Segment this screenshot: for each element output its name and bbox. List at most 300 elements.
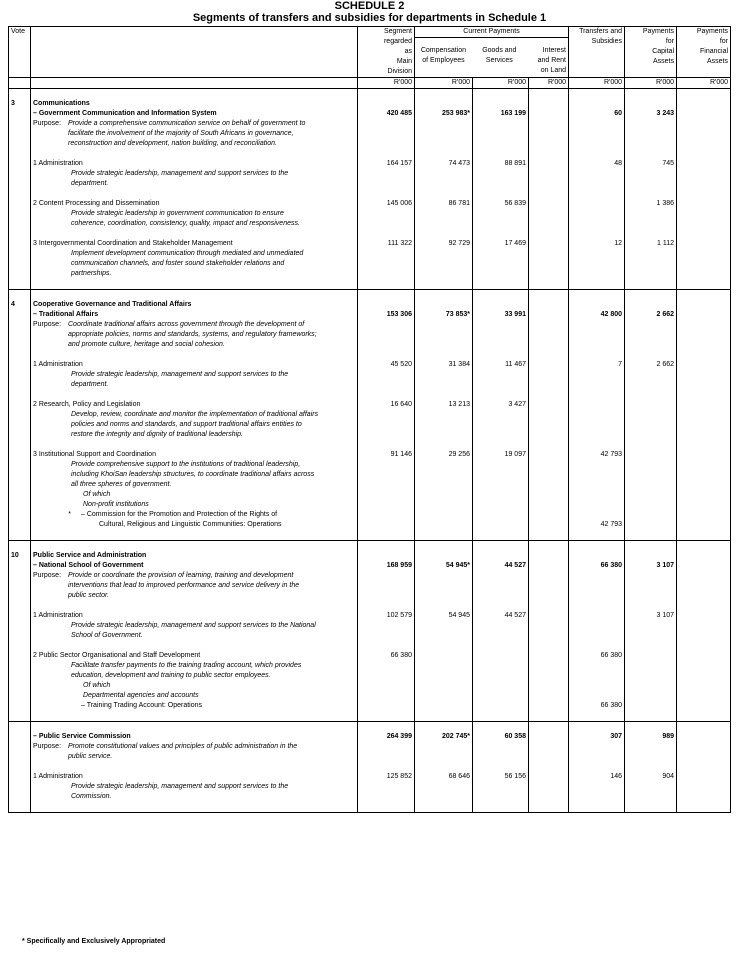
total-comp: 54 945* [415, 551, 473, 601]
spacer-cell [677, 350, 731, 360]
spacer-cell [415, 762, 473, 772]
section-subtitle: – Government Communication and Information System [33, 110, 217, 117]
spacer-cell [358, 440, 415, 450]
item-goods: 44 527 [473, 611, 529, 641]
spacer-cell [473, 440, 529, 450]
spacer-cell [625, 601, 677, 611]
of-which-label: Of which [83, 491, 111, 498]
programme-desc-line: policies and norms and standards, and support traditional affairs entities to [71, 421, 302, 428]
purpose [33, 742, 355, 762]
programme-desc-line: all three spheres of government. [71, 481, 172, 488]
spacer-cell [9, 722, 31, 733]
programme-desc-line: Develop, review, coordinate and monitor the implementation of traditional affairs [71, 411, 319, 418]
spacer-cell [358, 290, 415, 301]
unit-label: R'000 [473, 78, 529, 89]
item-interest [529, 199, 569, 229]
spacer-cell [625, 229, 677, 239]
spacer-cell [358, 601, 415, 611]
programme-desc-line: Provide strategic leadership, management and support services to the [71, 371, 289, 378]
spacer-cell [473, 390, 529, 400]
item-interest [529, 239, 569, 279]
spacer-row [9, 89, 731, 100]
appropriation-star: * [68, 511, 71, 518]
item-transfers [569, 611, 625, 641]
section-description [31, 99, 358, 149]
item-capital [625, 450, 677, 530]
spacer-cell [677, 149, 731, 159]
schedule-body [9, 27, 731, 813]
programme-desc-line: department. [71, 381, 109, 388]
col-transfers [569, 27, 625, 78]
total-segment: 420 485 [358, 99, 415, 149]
spacer-cell [677, 711, 731, 722]
spacer-cell [529, 149, 569, 159]
total-financial [677, 732, 731, 762]
spacer-cell [677, 89, 731, 100]
spacer-cell [569, 641, 625, 651]
spacer-cell [569, 541, 625, 552]
spacer-cell [31, 189, 358, 199]
spacer-cell [529, 350, 569, 360]
item-goods: 3 427 [473, 400, 529, 440]
programme-desc-line: Provide strategic leadership, management and support services to the National [71, 622, 316, 629]
spacer-cell [415, 229, 473, 239]
item-transfers [569, 450, 625, 530]
spacer-cell [358, 89, 415, 100]
purpose-text [68, 119, 305, 149]
item-financial [677, 611, 731, 641]
programme-desc-line: Provide strategic leadership, management and support services to the [71, 783, 289, 790]
header-line: Subsidies [591, 38, 623, 45]
spacer-cell [415, 279, 473, 290]
item-interest [529, 360, 569, 390]
spacer-cell [31, 89, 358, 100]
programme-desc-line: Implement development communication through mediated and unmediated [71, 250, 304, 257]
spacer-cell [625, 722, 677, 733]
header-line: of Employees [422, 57, 465, 64]
section-description [31, 551, 358, 601]
spacer-cell [473, 541, 529, 552]
programme-desc-line: department. [71, 180, 109, 187]
spacer-cell [9, 89, 31, 100]
header-line: Assets [653, 58, 675, 65]
programme-desc-line: including KhoiSan leadership structures, to coordinate traditional affairs across [71, 471, 315, 478]
total-segment: 264 399 [358, 732, 415, 762]
spacer-cell [677, 601, 731, 611]
spacer-cell [9, 530, 31, 541]
header-line: and Rent [537, 57, 567, 64]
spacer-cell [677, 802, 731, 813]
spacer-cell [625, 89, 677, 100]
purpose-line: Coordinate traditional affairs across government through the development of [68, 321, 305, 328]
purpose-label: Purpose: [33, 321, 62, 328]
purpose-label: Purpose: [33, 572, 62, 579]
spacer-cell [31, 601, 358, 611]
header-line: on Land [540, 67, 567, 74]
section-row [9, 300, 731, 350]
header-line: Assets [707, 58, 729, 65]
programme-description [31, 199, 358, 229]
item-comp: 74 473 [415, 159, 473, 189]
spacer-cell [529, 601, 569, 611]
item-comp: 31 384 [415, 360, 473, 390]
purpose [33, 571, 355, 601]
spacer-cell [473, 530, 529, 541]
spacer-cell [625, 711, 677, 722]
header-line: Capital [652, 48, 675, 55]
spacer-cell [529, 762, 569, 772]
programme-desc-line: partnerships. [71, 270, 112, 277]
total-financial [677, 551, 731, 601]
spacer-cell [473, 149, 529, 159]
spacer-cell [569, 390, 625, 400]
total-goods: 60 358 [473, 732, 529, 762]
programme-desc-line: Provide strategic leadership in government communication to ensure [71, 210, 284, 217]
spacer-cell [625, 641, 677, 651]
total-financial [677, 300, 731, 350]
programme-row [9, 159, 731, 189]
vote-number: 4 [9, 300, 31, 350]
spacer-cell [473, 290, 529, 301]
purpose-text [68, 742, 297, 762]
spacer-cell [31, 350, 358, 360]
spacer-cell [569, 530, 625, 541]
spacer-cell [529, 89, 569, 100]
header-line: Main [396, 58, 412, 65]
spacer-row [9, 641, 731, 651]
spacer-row [9, 350, 731, 360]
col-capital [625, 27, 677, 78]
spacer-cell [473, 279, 529, 290]
total-transfers: 307 [569, 732, 625, 762]
purpose-label: Purpose: [33, 120, 62, 127]
spacer-cell [677, 530, 731, 541]
spacer-cell [529, 279, 569, 290]
header-line: Segment [383, 28, 412, 35]
programme-name: 1 Administration [33, 361, 83, 368]
programme-description [31, 400, 358, 440]
entity-transfers-value: 66 380 [600, 702, 623, 709]
spacer-cell [9, 601, 31, 611]
header-line: for [665, 38, 675, 45]
section-row [9, 732, 731, 762]
spacer-cell [677, 722, 731, 733]
spacer-cell [9, 189, 31, 199]
item-goods: 19 097 [473, 450, 529, 530]
spacer-cell [569, 440, 625, 450]
header-line: Compensation [420, 47, 466, 54]
programme-name: 2 Public Sector Organisational and Staff Development [33, 652, 201, 659]
spacer-cell [473, 711, 529, 722]
entity-line [33, 701, 355, 711]
item-segment: 125 852 [358, 772, 415, 802]
item-transfers [569, 239, 625, 279]
item-interest [529, 450, 569, 530]
purpose [33, 320, 355, 350]
header-line: for [719, 38, 729, 45]
spacer-row [9, 722, 731, 733]
spacer-cell [569, 279, 625, 290]
spacer-cell [358, 189, 415, 199]
programme-row [9, 772, 731, 802]
purpose-label: Purpose: [33, 743, 62, 750]
schedule-subtitle: Segments of transfers and subsidies for departments in Schedule 1 [192, 12, 547, 24]
spacer-cell [358, 711, 415, 722]
total-goods: 44 527 [473, 551, 529, 601]
spacer-cell [415, 601, 473, 611]
spacer-cell [529, 390, 569, 400]
programme-description [31, 239, 358, 279]
item-segment: 45 520 [358, 360, 415, 390]
item-transfers [569, 159, 625, 189]
spacer-cell [473, 229, 529, 239]
spacer-row [9, 440, 731, 450]
spacer-cell [473, 89, 529, 100]
purpose-line: Provide a comprehensive communication service on behalf of government to [68, 120, 306, 127]
spacer-cell [529, 711, 569, 722]
item-segment: 66 380 [358, 651, 415, 711]
units-row [9, 78, 731, 89]
item-financial [677, 159, 731, 189]
programme-desc-line: coherence, coordination, consistency, quality, impact and responsiveness. [71, 220, 300, 227]
total-interest [529, 300, 569, 350]
entity-text: – Commission for the Promotion and Protection of the Rights of [81, 511, 278, 518]
purpose-line: reconstruction and development, nation building, and reconciliation. [68, 140, 277, 147]
spacer-row [9, 762, 731, 772]
total-capital: 3 107 [625, 551, 677, 601]
section-row [9, 99, 731, 149]
spacer-cell [529, 802, 569, 813]
programme-desc-line: restore the integrity and dignity of traditional leadership. [71, 431, 243, 438]
item-segment: 16 640 [358, 400, 415, 440]
header-row [9, 27, 731, 78]
spacer-cell [625, 350, 677, 360]
programme-row [9, 611, 731, 641]
spacer-cell [569, 229, 625, 239]
spacer-cell [569, 711, 625, 722]
spacer-cell [358, 350, 415, 360]
item-comp: 13 213 [415, 400, 473, 440]
spacer-cell [677, 290, 731, 301]
unit-label: R'000 [529, 78, 569, 89]
spacer-cell [415, 189, 473, 199]
unit-label: R'000 [415, 78, 473, 89]
purpose-line: public sector. [68, 592, 109, 599]
spacer-cell [529, 440, 569, 450]
spacer-cell [415, 290, 473, 301]
programme-name: 2 Research, Policy and Legislation [33, 401, 141, 408]
header-line: Financial [700, 48, 729, 55]
total-comp: 202 745* [415, 732, 473, 762]
appropriation-star [33, 701, 81, 711]
spacer-cell [358, 722, 415, 733]
entity-line [33, 510, 355, 520]
vote-cell [9, 239, 31, 279]
spacer-cell [31, 390, 358, 400]
vote-cell [9, 450, 31, 530]
item-interest [529, 159, 569, 189]
section-end-row [9, 802, 731, 813]
spacer-cell [677, 279, 731, 290]
section-title: Public Service and Administration [33, 552, 147, 559]
item-comp: 92 729 [415, 239, 473, 279]
spacer-cell [473, 189, 529, 199]
vote-cell [9, 199, 31, 229]
entity-transfers-value: 42 793 [600, 521, 623, 528]
item-capital [625, 400, 677, 440]
of-which-label: Of which [83, 682, 111, 689]
section-end-row [9, 711, 731, 722]
item-segment: 145 006 [358, 199, 415, 229]
header-line: Interest [542, 47, 567, 54]
spacer-cell [569, 722, 625, 733]
total-interest [529, 732, 569, 762]
unit-label: R'000 [569, 78, 625, 89]
header-line: Division [387, 68, 412, 75]
spacer-cell [358, 541, 415, 552]
total-capital: 989 [625, 732, 677, 762]
spacer-cell [9, 350, 31, 360]
programme-description [31, 611, 358, 641]
spacer-cell [473, 641, 529, 651]
item-financial [677, 199, 731, 229]
spacer-cell [415, 350, 473, 360]
spacer-cell [677, 762, 731, 772]
total-comp: 73 853* [415, 300, 473, 350]
spacer-cell [625, 762, 677, 772]
spacer-cell [358, 802, 415, 813]
purpose-line: facilitate the involvement of the majority of South Africans in governance, [68, 130, 294, 137]
spacer-cell [473, 601, 529, 611]
spacer-cell [625, 279, 677, 290]
section-subtitle: – Public Service Commission [33, 733, 131, 740]
item-goods [473, 651, 529, 711]
item-transfers-value: 42 793 [600, 451, 623, 458]
programme-desc-line: communication channels, and foster sound stakeholder relations and [71, 260, 285, 267]
vote-cell [9, 159, 31, 189]
total-interest [529, 99, 569, 149]
spacer-cell [415, 641, 473, 651]
item-comp: 54 945 [415, 611, 473, 641]
purpose-text [68, 320, 317, 350]
spacer-cell [625, 189, 677, 199]
current-payments-label: Current Payments [415, 27, 568, 38]
category-label: Departmental agencies and accounts [83, 692, 199, 699]
schedule-title: SCHEDULE 2 [334, 0, 405, 12]
total-capital: 3 243 [625, 99, 677, 149]
spacer-cell [569, 290, 625, 301]
item-transfers-value: 12 [614, 240, 623, 247]
spacer-cell [625, 290, 677, 301]
section-subtitle: – Traditional Affairs [33, 311, 99, 318]
footnote: * Specifically and Exclusively Appropriated [22, 938, 166, 945]
vote-cell [9, 611, 31, 641]
programme-name: 1 Administration [33, 773, 83, 780]
col-goods [472, 38, 527, 76]
spacer-cell [358, 149, 415, 159]
spacer-cell [529, 290, 569, 301]
page-header [0, 0, 739, 25]
section-description [31, 732, 358, 762]
programme-row [9, 199, 731, 229]
section-description [31, 300, 358, 350]
spacer-cell [31, 711, 358, 722]
purpose-line: Provide or coordinate the provision of learning, training and development [68, 572, 294, 579]
programme-row [9, 239, 731, 279]
category-label: Non-profit institutions [83, 501, 149, 508]
item-transfers [569, 360, 625, 390]
entity-text: – Training Trading Account: Operations [81, 702, 203, 709]
entity-line [33, 520, 355, 530]
vote-cell [9, 360, 31, 390]
spacer-cell [473, 802, 529, 813]
spacer-cell [677, 229, 731, 239]
spacer-cell [31, 229, 358, 239]
spacer-cell [31, 762, 358, 772]
spacer-cell [529, 530, 569, 541]
spacer-cell [358, 762, 415, 772]
spacer-cell [9, 802, 31, 813]
purpose-line: interventions that lead to improved performance and service delivery in the [68, 582, 300, 589]
item-financial [677, 360, 731, 390]
item-capital: 1 386 [625, 199, 677, 229]
header-line: Services [485, 57, 513, 64]
spacer-cell [358, 229, 415, 239]
item-financial [677, 772, 731, 802]
item-transfers [569, 651, 625, 711]
spacer-cell [625, 149, 677, 159]
programme-description [31, 651, 358, 711]
spacer-cell [677, 541, 731, 552]
item-transfers [569, 772, 625, 802]
appropriation-star [33, 520, 91, 530]
item-capital: 2 662 [625, 360, 677, 390]
spacer-row [9, 541, 731, 552]
item-transfers-value: 48 [614, 160, 623, 167]
spacer-cell [9, 711, 31, 722]
spacer-row [9, 390, 731, 400]
vote-cell [9, 651, 31, 711]
spacer-cell [473, 722, 529, 733]
spacer-cell [677, 440, 731, 450]
spacer-cell [31, 802, 358, 813]
spacer-cell [529, 229, 569, 239]
item-capital: 745 [625, 159, 677, 189]
spacer-cell [358, 530, 415, 541]
col-description [31, 27, 358, 78]
header-line: Payments [642, 28, 675, 35]
total-segment: 168 959 [358, 551, 415, 601]
col-financial [677, 27, 731, 78]
item-comp [415, 651, 473, 711]
spacer-cell [625, 802, 677, 813]
unit-label: R'000 [625, 78, 677, 89]
spacer-cell [473, 350, 529, 360]
spacer-cell [529, 189, 569, 199]
item-financial [677, 450, 731, 530]
spacer-row [9, 189, 731, 199]
item-goods: 56 156 [473, 772, 529, 802]
spacer-row [9, 229, 731, 239]
spacer-cell [569, 350, 625, 360]
entity-text: Cultural, Religious and Linguistic Communities: Operations [99, 521, 282, 528]
purpose-line: and promote culture, heritage and social cohesion. [68, 341, 225, 348]
programme-description [31, 360, 358, 390]
spacer-cell [9, 290, 31, 301]
col-current-payments [415, 27, 569, 78]
programme-name: 2 Content Processing and Dissemination [33, 200, 160, 207]
spacer-cell [625, 440, 677, 450]
